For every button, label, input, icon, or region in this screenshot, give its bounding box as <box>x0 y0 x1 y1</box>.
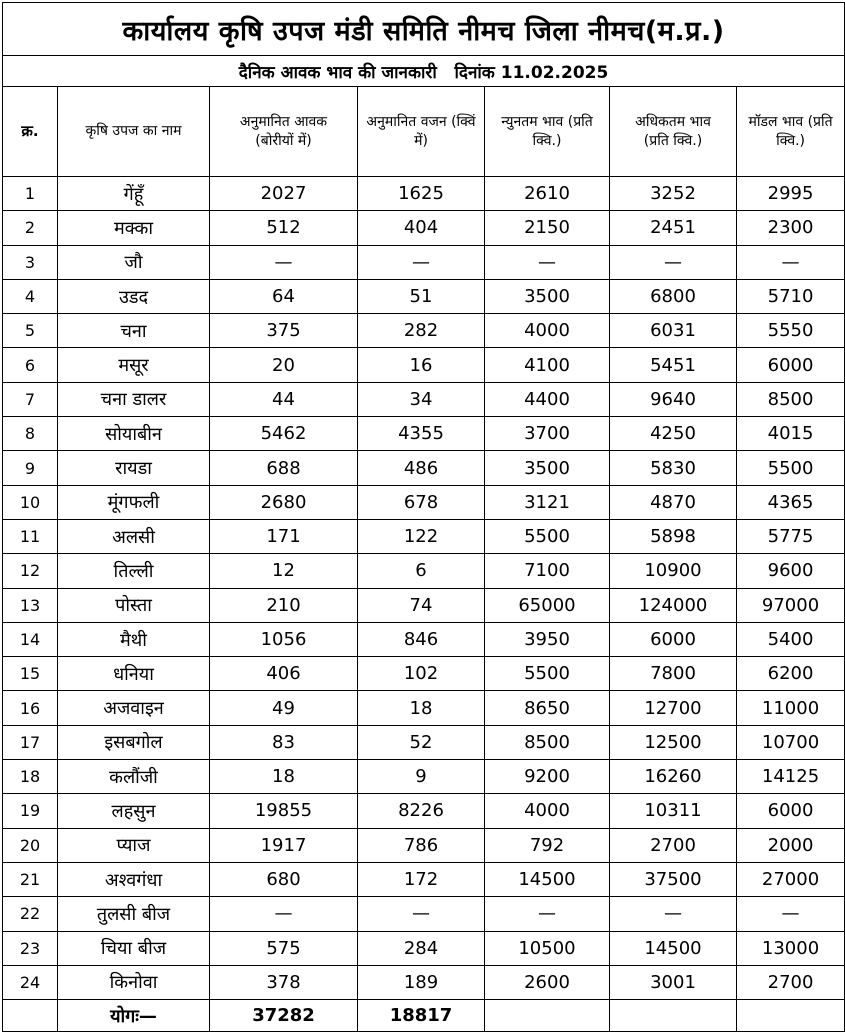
cell-max-price: 37500 <box>610 862 737 896</box>
cell-crop-name: चना <box>58 314 210 348</box>
cell-serial: 4 <box>3 279 58 313</box>
total-label: योगः— <box>58 1000 210 1032</box>
cell-model-price: — <box>737 245 845 279</box>
table-row <box>3 657 845 691</box>
cell-arrival-bags: — <box>210 245 358 279</box>
header-serial: क्र. <box>3 87 58 177</box>
cell-arrival-bags: 18 <box>210 760 358 794</box>
cell-serial: 21 <box>3 862 58 896</box>
cell-max-price: 5451 <box>610 348 737 382</box>
cell-serial: 12 <box>3 554 58 588</box>
cell-arrival-bags: 375 <box>210 314 358 348</box>
cell-max-price: 10311 <box>610 794 737 828</box>
table-row <box>3 348 845 382</box>
cell-arrival-weight: 18 <box>358 691 485 725</box>
cell-serial: 3 <box>3 245 58 279</box>
cell-arrival-weight: 4355 <box>358 417 485 451</box>
cell-min-price: 3500 <box>485 451 610 485</box>
cell-max-price: 4870 <box>610 485 737 519</box>
cell-serial: 10 <box>3 485 58 519</box>
cell-min-price: 65000 <box>485 588 610 622</box>
cell-max-price: 6800 <box>610 279 737 313</box>
cell-max-price: 2700 <box>610 828 737 862</box>
cell-arrival-weight: 51 <box>358 279 485 313</box>
cell-model-price: — <box>737 897 845 931</box>
cell-min-price: 5500 <box>485 519 610 553</box>
cell-crop-name: तिल्ली <box>58 554 210 588</box>
cell-crop-name: चिया बीज <box>58 931 210 965</box>
table-row <box>3 862 845 896</box>
cell-max-price: — <box>610 897 737 931</box>
cell-min-price: 3700 <box>485 417 610 451</box>
cell-crop-name: चना डालर <box>58 382 210 416</box>
cell-arrival-bags: 20 <box>210 348 358 382</box>
table-row <box>3 417 845 451</box>
table-row <box>3 519 845 553</box>
cell-model-price: 4015 <box>737 417 845 451</box>
cell-serial: 9 <box>3 451 58 485</box>
cell-arrival-weight: 284 <box>358 931 485 965</box>
header-model-price: मॉडल भाव (प्रति क्वि.) <box>737 87 845 177</box>
cell-arrival-bags: 210 <box>210 588 358 622</box>
cell-arrival-bags: 2027 <box>210 177 358 211</box>
cell-arrival-bags: 44 <box>210 382 358 416</box>
table-row <box>3 897 845 931</box>
cell-arrival-bags: 378 <box>210 965 358 999</box>
cell-model-price: 6000 <box>737 794 845 828</box>
cell-max-price: 12700 <box>610 691 737 725</box>
cell-max-price: 7800 <box>610 657 737 691</box>
cell-model-price: 5550 <box>737 314 845 348</box>
table-row <box>3 965 845 999</box>
table-row <box>3 245 845 279</box>
cell-model-price: 9600 <box>737 554 845 588</box>
cell-serial: 1 <box>3 177 58 211</box>
cell-max-price: 5830 <box>610 451 737 485</box>
cell-crop-name: तुलसी बीज <box>58 897 210 931</box>
cell-max-price: — <box>610 245 737 279</box>
cell-model-price: 8500 <box>737 382 845 416</box>
cell-min-price: 4000 <box>485 794 610 828</box>
table-row <box>3 622 845 656</box>
cell-min-price: — <box>485 897 610 931</box>
table-row <box>3 279 845 313</box>
cell-crop-name: रायडा <box>58 451 210 485</box>
cell-min-price: 7100 <box>485 554 610 588</box>
cell-max-price: 12500 <box>610 725 737 759</box>
cell-max-price: 10900 <box>610 554 737 588</box>
cell-min-price: 8500 <box>485 725 610 759</box>
cell-min-price: 792 <box>485 828 610 862</box>
cell-serial: 19 <box>3 794 58 828</box>
cell-arrival-bags: 512 <box>210 211 358 245</box>
cell-model-price: 5400 <box>737 622 845 656</box>
cell-serial: 2 <box>3 211 58 245</box>
cell-arrival-bags: 680 <box>210 862 358 896</box>
cell-arrival-weight: 282 <box>358 314 485 348</box>
cell-model-price: 6200 <box>737 657 845 691</box>
cell-model-price: 97000 <box>737 588 845 622</box>
cell-min-price: 14500 <box>485 862 610 896</box>
cell-serial: 24 <box>3 965 58 999</box>
cell-model-price: 6000 <box>737 348 845 382</box>
cell-arrival-bags: 83 <box>210 725 358 759</box>
cell-model-price: 5500 <box>737 451 845 485</box>
cell-min-price: 9200 <box>485 760 610 794</box>
cell-serial: 11 <box>3 519 58 553</box>
cell-arrival-bags: 19855 <box>210 794 358 828</box>
cell-model-price: 14125 <box>737 760 845 794</box>
cell-arrival-weight: 846 <box>358 622 485 656</box>
cell-serial: 23 <box>3 931 58 965</box>
cell-arrival-bags: 2680 <box>210 485 358 519</box>
cell-crop-name: मक्का <box>58 211 210 245</box>
header-min-price: न्युनतम भाव (प्रति क्वि.) <box>485 87 610 177</box>
cell-min-price: — <box>485 245 610 279</box>
cell-arrival-bags: — <box>210 897 358 931</box>
cell-arrival-bags: 5462 <box>210 417 358 451</box>
cell-crop-name: अश्वगंधा <box>58 862 210 896</box>
cell-arrival-bags: 688 <box>210 451 358 485</box>
table-row <box>3 725 845 759</box>
cell-crop-name: कलौंजी <box>58 760 210 794</box>
cell-min-price: 8650 <box>485 691 610 725</box>
cell-arrival-bags: 12 <box>210 554 358 588</box>
table-row <box>3 177 845 211</box>
table-row <box>3 485 845 519</box>
cell-min-price: 2610 <box>485 177 610 211</box>
cell-model-price: 2700 <box>737 965 845 999</box>
header-crop: कृषि उपज का नाम <box>58 87 210 177</box>
cell-min-price: 3121 <box>485 485 610 519</box>
cell-serial: 7 <box>3 382 58 416</box>
cell-min-price: 2150 <box>485 211 610 245</box>
cell-arrival-bags: 171 <box>210 519 358 553</box>
cell-serial: 17 <box>3 725 58 759</box>
cell-arrival-weight: — <box>358 897 485 931</box>
report-subtitle: दैनिक आवक भाव की जानकारी दिनांक 11.02.2025 <box>3 56 845 87</box>
cell-serial: 5 <box>3 314 58 348</box>
table-row <box>3 588 845 622</box>
cell-model-price: 13000 <box>737 931 845 965</box>
cell-arrival-weight: 52 <box>358 725 485 759</box>
table-row <box>3 760 845 794</box>
cell-crop-name: अजवाइन <box>58 691 210 725</box>
cell-serial: 6 <box>3 348 58 382</box>
cell-crop-name: मसूर <box>58 348 210 382</box>
cell-model-price: 10700 <box>737 725 845 759</box>
cell-arrival-bags: 406 <box>210 657 358 691</box>
cell-model-price: 2000 <box>737 828 845 862</box>
cell-serial: 15 <box>3 657 58 691</box>
cell-model-price: 2300 <box>737 211 845 245</box>
cell-serial: 14 <box>3 622 58 656</box>
cell-max-price: 2451 <box>610 211 737 245</box>
cell-arrival-weight: — <box>358 245 485 279</box>
cell-serial: 22 <box>3 897 58 931</box>
table-row <box>3 828 845 862</box>
cell-arrival-bags: 1056 <box>210 622 358 656</box>
cell-min-price: 4100 <box>485 348 610 382</box>
cell-arrival-bags: 1917 <box>210 828 358 862</box>
cell-crop-name: मूंगफली <box>58 485 210 519</box>
cell-min-price: 4400 <box>485 382 610 416</box>
cell-crop-name: प्याज <box>58 828 210 862</box>
cell-model-price: 5710 <box>737 279 845 313</box>
cell-arrival-bags: 49 <box>210 691 358 725</box>
cell-arrival-weight: 172 <box>358 862 485 896</box>
cell-arrival-weight: 786 <box>358 828 485 862</box>
cell-min-price: 3500 <box>485 279 610 313</box>
header-arrival-weight: अनुमानित वजन (क्विं में) <box>358 87 485 177</box>
cell-max-price: 14500 <box>610 931 737 965</box>
cell-crop-name: पोस्ता <box>58 588 210 622</box>
cell-crop-name: उडद <box>58 279 210 313</box>
cell-max-price: 16260 <box>610 760 737 794</box>
cell-model-price: 5775 <box>737 519 845 553</box>
cell-crop-name: लहसुन <box>58 794 210 828</box>
cell-arrival-weight: 8226 <box>358 794 485 828</box>
cell-arrival-weight: 6 <box>358 554 485 588</box>
cell-max-price: 9640 <box>610 382 737 416</box>
cell-max-price: 6000 <box>610 622 737 656</box>
cell-serial: 20 <box>3 828 58 862</box>
header-arrival-bags: अनुमानित आवक (बोरीयों में) <box>210 87 358 177</box>
cell-arrival-weight: 486 <box>358 451 485 485</box>
cell-model-price: 11000 <box>737 691 845 725</box>
cell-crop-name: किनोवा <box>58 965 210 999</box>
cell-crop-name: मैथी <box>58 622 210 656</box>
cell-model-price: 4365 <box>737 485 845 519</box>
cell-max-price: 124000 <box>610 588 737 622</box>
cell-max-price: 3252 <box>610 177 737 211</box>
cell-arrival-bags: 64 <box>210 279 358 313</box>
table-row <box>3 451 845 485</box>
table-row <box>3 314 845 348</box>
cell-arrival-weight: 9 <box>358 760 485 794</box>
total-arrival-weight: 18817 <box>358 1000 485 1032</box>
cell-serial: 8 <box>3 417 58 451</box>
cell-model-price: 2995 <box>737 177 845 211</box>
table-row <box>3 691 845 725</box>
cell-arrival-weight: 122 <box>358 519 485 553</box>
cell-min-price: 2600 <box>485 965 610 999</box>
cell-arrival-weight: 678 <box>358 485 485 519</box>
table-row <box>3 794 845 828</box>
cell-arrival-weight: 34 <box>358 382 485 416</box>
cell-min-price: 3950 <box>485 622 610 656</box>
page-title: कार्यालय कृषि उपज मंडी समिति नीमच जिला नीमच(म.प्र.) <box>3 3 845 56</box>
table-row <box>3 931 845 965</box>
table-row <box>3 554 845 588</box>
total-arrival-bags: 37282 <box>210 1000 358 1032</box>
cell-arrival-weight: 16 <box>358 348 485 382</box>
cell-arrival-bags: 575 <box>210 931 358 965</box>
cell-arrival-weight: 102 <box>358 657 485 691</box>
cell-serial: 18 <box>3 760 58 794</box>
cell-max-price: 3001 <box>610 965 737 999</box>
cell-max-price: 6031 <box>610 314 737 348</box>
cell-arrival-weight: 1625 <box>358 177 485 211</box>
cell-max-price: 5898 <box>610 519 737 553</box>
table-row <box>3 211 845 245</box>
cell-min-price: 5500 <box>485 657 610 691</box>
cell-model-price: 27000 <box>737 862 845 896</box>
cell-min-price: 10500 <box>485 931 610 965</box>
cell-crop-name: जौ <box>58 245 210 279</box>
cell-arrival-weight: 74 <box>358 588 485 622</box>
cell-crop-name: सोयाबीन <box>58 417 210 451</box>
header-max-price: अधिकतम भाव (प्रति क्वि.) <box>610 87 737 177</box>
cell-crop-name: अलसी <box>58 519 210 553</box>
cell-arrival-weight: 404 <box>358 211 485 245</box>
cell-serial: 13 <box>3 588 58 622</box>
cell-crop-name: गेंहूँ <box>58 177 210 211</box>
table-row <box>3 382 845 416</box>
cell-crop-name: इसबगोल <box>58 725 210 759</box>
cell-serial: 16 <box>3 691 58 725</box>
cell-crop-name: धनिया <box>58 657 210 691</box>
market-rates-table <box>2 2 845 1032</box>
cell-arrival-weight: 189 <box>358 965 485 999</box>
cell-min-price: 4000 <box>485 314 610 348</box>
cell-max-price: 4250 <box>610 417 737 451</box>
